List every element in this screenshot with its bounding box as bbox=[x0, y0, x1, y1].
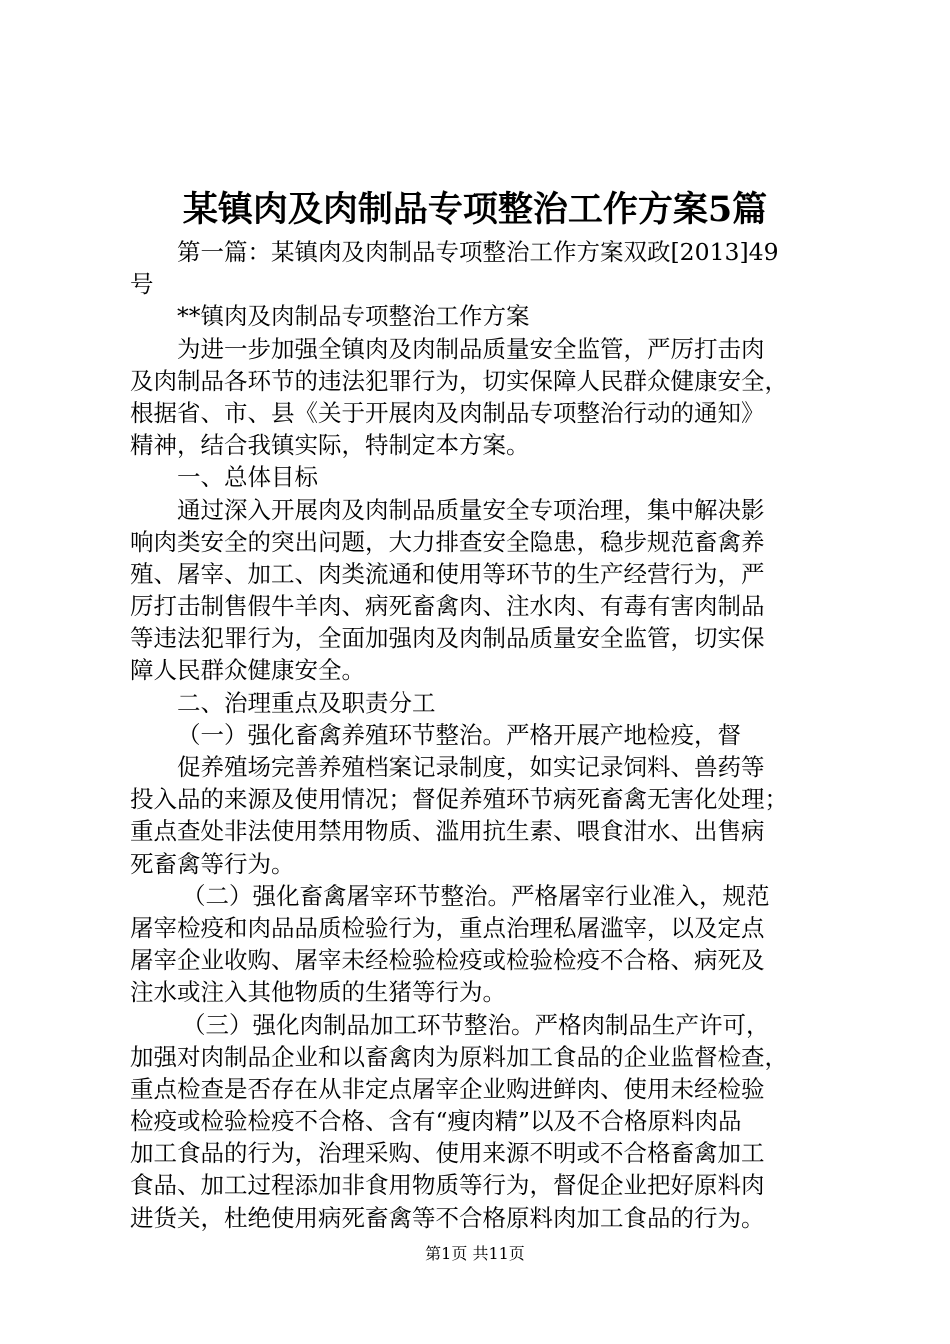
body-line: 厉打击制售假牛羊肉、病死畜禽肉、注水肉、有毒有害肉制品 bbox=[130, 592, 765, 621]
body-line: 投入品的来源及使用情况；督促养殖环节病死畜禽无害化处理； bbox=[130, 785, 788, 814]
body-line: （二）强化畜禽屠宰环节整治。严格屠宰行业准入，规范 bbox=[182, 881, 770, 910]
document-title: 某镇肉及肉制品专项整治工作方案5篇 bbox=[182, 189, 768, 230]
body-line: 通过深入开展肉及肉制品质量安全专项治理，集中解决影 bbox=[177, 495, 765, 524]
body-line: 注水或注入其他物质的生猪等行为。 bbox=[130, 978, 506, 1007]
body-line: （一）强化畜禽养殖环节整治。严格开展产地检疫，督 bbox=[177, 720, 741, 749]
body-line: 死畜禽等行为。 bbox=[130, 849, 295, 878]
body-line: 重点检查是否存在从非定点屠宰企业购进鲜肉、使用未经检验 bbox=[130, 1074, 765, 1103]
page-footer: 第1页 共11页 bbox=[425, 1244, 525, 1263]
body-line: 进货关，杜绝使用病死畜禽等不合格原料肉加工食品的行为。 bbox=[130, 1203, 765, 1232]
body-line: 促养殖场完善养殖档案记录制度，如实记录饲料、兽药等 bbox=[177, 753, 765, 781]
body-line: 障人民群众健康安全。 bbox=[130, 656, 365, 685]
body-line: （三）强化肉制品加工环节整治。严格肉制品生产许可， bbox=[182, 1010, 770, 1039]
body-line: 检疫或检验检疫不合格、含有“瘦肉精”以及不合格原料肉品 bbox=[130, 1107, 742, 1136]
body-line: 及肉制品各环节的违法犯罪行为，切实保障人民群众健康安全， bbox=[130, 366, 788, 395]
body-line: 加工食品的行为，治理采购、使用来源不明或不合格畜禽加工 bbox=[130, 1139, 765, 1168]
body-line: 为进一步加强全镇肉及肉制品质量安全监管，严厉打击肉 bbox=[177, 334, 765, 363]
body-line: 二、治理重点及职责分工 bbox=[177, 688, 436, 717]
body-line: 重点查处非法使用禁用物质、滥用抗生素、喂食泔水、出售病 bbox=[130, 817, 765, 846]
body-line: 殖、屠宰、加工、肉类流通和使用等环节的生产经营行为，严 bbox=[130, 559, 765, 588]
body-line: 根据省、市、县《关于开展肉及肉制品专项整治行动的通知》 bbox=[130, 398, 765, 427]
body-line: 食品、加工过程添加非食用物质等行为，督促企业把好原料肉 bbox=[130, 1171, 765, 1200]
body-line: **镇肉及肉制品专项整治工作方案 bbox=[177, 302, 530, 331]
body-line: 号 bbox=[130, 270, 154, 299]
body-line: 屠宰企业收购、屠宰未经检验检疫或检验检疫不合格、病死及 bbox=[130, 946, 765, 975]
body-line: 屠宰检疫和肉品品质检验行为，重点治理私屠滥宰，以及定点 bbox=[130, 913, 765, 942]
body-line: 第一篇：某镇肉及肉制品专项整治工作方案双政[2013]49 bbox=[177, 238, 779, 266]
body-line: 响肉类安全的突出问题，大力排查安全隐患，稳步规范畜禽养 bbox=[130, 527, 765, 556]
body-line: 加强对肉制品企业和以畜禽肉为原料加工食品的企业监督检查， bbox=[130, 1042, 788, 1071]
document-body bbox=[130, 236, 830, 1234]
body-line: 一、总体目标 bbox=[177, 463, 318, 492]
body-line: 等违法犯罪行为，全面加强肉及肉制品质量安全监管，切实保 bbox=[130, 624, 765, 653]
body-line: 精神，结合我镇实际，特制定本方案。 bbox=[130, 431, 530, 460]
